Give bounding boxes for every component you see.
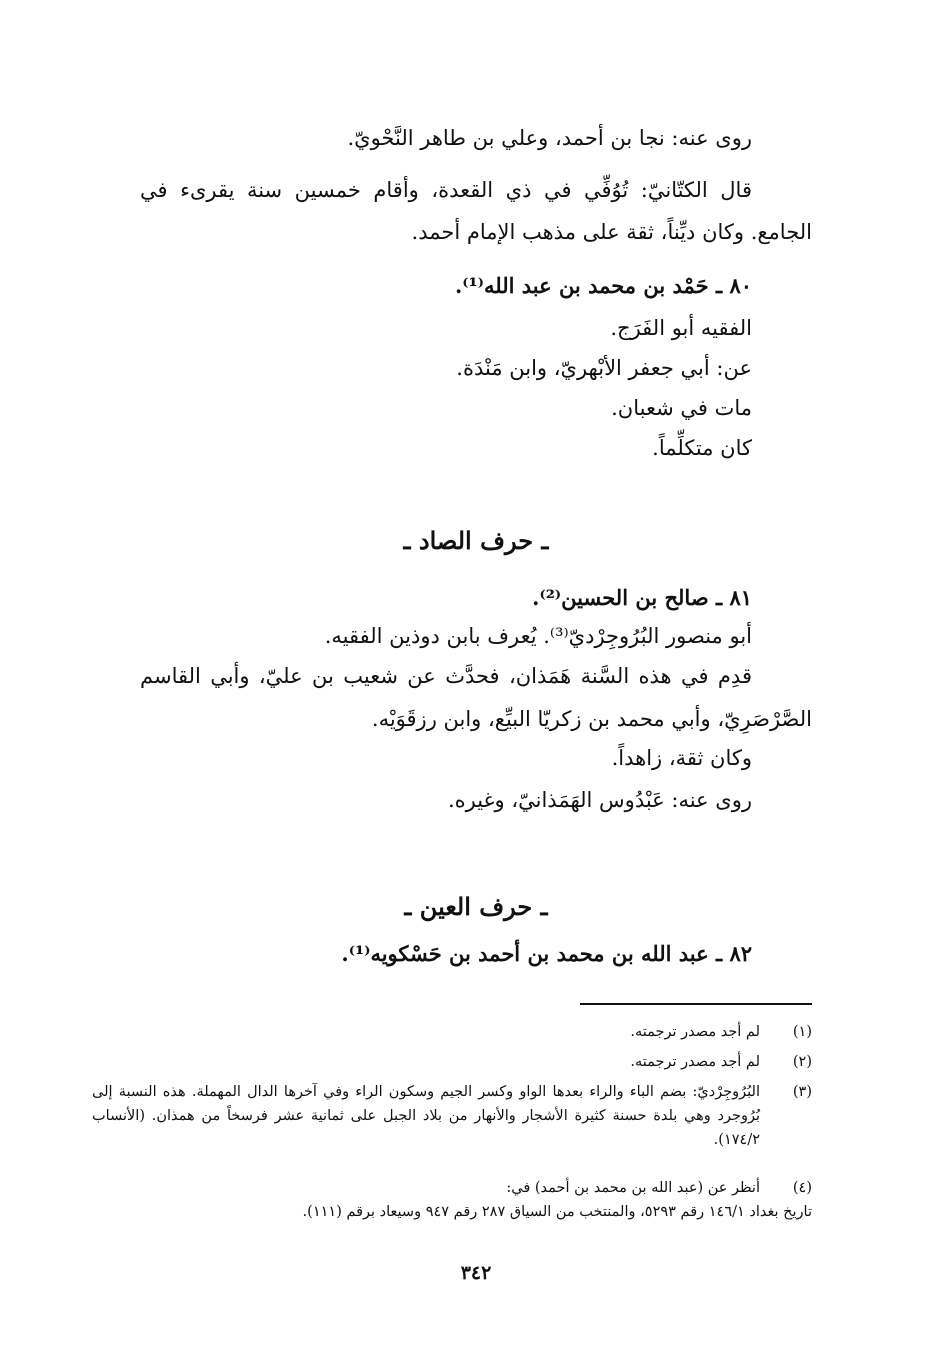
footnote-number: (١) — [792, 1024, 812, 1040]
footnote-text: البُرُوجِرْديّ: بضم الباء والراء بعدها الواو وكسر الجيم وسكون الراء وفي آخرها الدال المهملة. هذه النسبة إلى بُرُوجرد وهي بلدة حسنة كثيرة الأشجار والأنهار من بلاد الجبل على ثمانية عشر فرسخاً من همذان. (الأنساب ١٧٤/٢). — [92, 1084, 760, 1148]
text-line: الفقيه أبو الفَرَج. — [610, 316, 752, 340]
footnote-3 — [92, 1080, 812, 1152]
entry-80-title: ٨٠ ـ حَمْد بن محمد بن عبد الله⁽¹⁾. — [454, 273, 752, 298]
text-line: الصَّرْصَرِيّ، وأبي محمد بن زكريّا البيِّع، وابن رزقَوَيْه. — [371, 707, 812, 731]
footnote-number: (٢) — [792, 1054, 812, 1070]
text-line: أبو منصور البُرُوجِرْديّ⁽³⁾. يُعرف بابن دوذين الفقيه. — [324, 624, 752, 648]
entry-81-title: ٨١ ـ صالح بن الحسين⁽²⁾. — [532, 585, 752, 610]
footnote-2 — [140, 1050, 812, 1074]
section-heading-ain: ـ حرف العين ـ — [404, 892, 548, 921]
text-line: كان متكلِّماً. — [652, 436, 752, 460]
text-line: روى عنه: عَبْدُوس الهَمَذانيّ، وغيره. — [447, 788, 752, 812]
footnote-separator — [580, 1003, 812, 1005]
footnote-1 — [140, 1020, 812, 1044]
text-line: روى عنه: نجا بن أحمد، وعلي بن طاهر النَّحْويّ. — [347, 126, 752, 150]
text-line: الجامع. وكان ديِّناً، ثقة على مذهب الإمام أحمد. — [411, 220, 812, 244]
footnote-4 — [92, 1176, 812, 1224]
footnote-number: (٤) — [792, 1180, 812, 1196]
text-line: مات في شعبان. — [611, 396, 752, 420]
text-line: قال الكتّانيّ: تُوُفِّي في ذي القعدة، وأقام خمسين سنة يقرىء في — [140, 178, 752, 202]
page-number: ٣٤٢ — [460, 1262, 492, 1284]
text-line: قدِم في هذه السَّنة هَمَذان، فحدَّث عن شعيب بن عليّ، وأبي القاسم — [140, 664, 752, 688]
text-line: عن: أبي جعفر الأبْهريّ، وابن مَنْدَة. — [456, 356, 752, 380]
footnote-number: (٣) — [792, 1084, 812, 1100]
text-line: وكان ثقة، زاهداً. — [611, 746, 752, 770]
section-heading-sad: ـ حرف الصاد ـ — [403, 526, 549, 555]
footnote-text: تاريخ بغداد ١٤٦/١ رقم ٥٢٩٣، والمنتخب من السياق ٢٨٧ رقم ٩٤٧ وسيعاد برقم (١١١). — [302, 1204, 812, 1220]
footnote-text: أنظر عن (عبد الله بن محمد بن أحمد) في: — [506, 1180, 760, 1196]
entry-82-title: ٨٢ ـ عبد الله بن محمد بن أحمد بن حَسْكويه⁽¹⁾. — [341, 941, 752, 966]
footnote-text: لم أجد مصدر ترجمته. — [630, 1054, 760, 1070]
footnote-text: لم أجد مصدر ترجمته. — [630, 1024, 760, 1040]
